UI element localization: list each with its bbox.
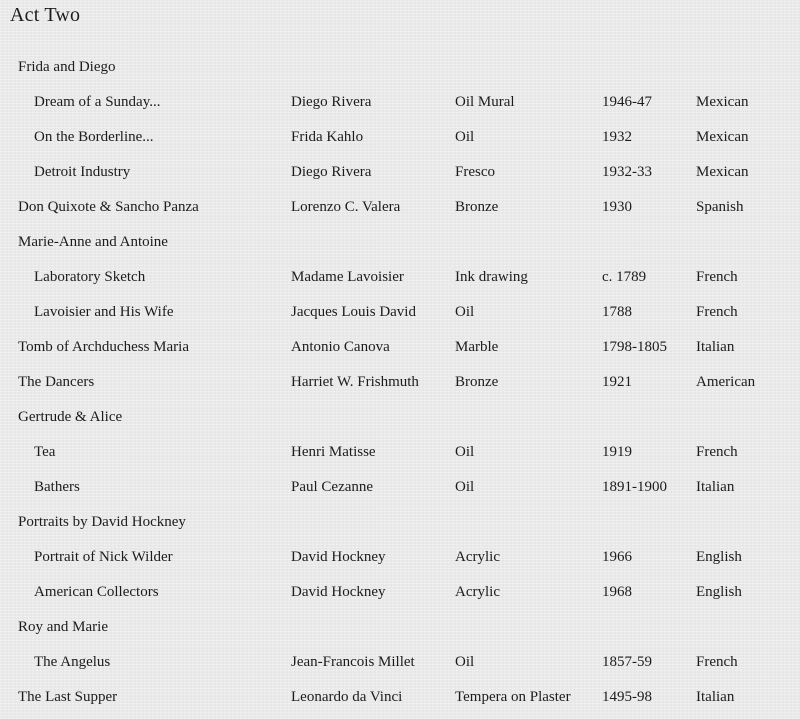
artwork-date: 1966	[602, 549, 632, 565]
artwork-date	[602, 225, 696, 260]
group-heading-row	[0, 225, 800, 260]
artwork-origin: Mexican	[696, 164, 749, 180]
artwork-date: 1968	[602, 584, 632, 600]
artwork-medium: Acrylic	[455, 584, 500, 600]
artwork-title: Tomb of Archduchess Maria	[18, 339, 189, 355]
artwork-row	[0, 85, 800, 120]
group-heading-row	[0, 610, 800, 645]
artwork-artist	[291, 50, 455, 85]
artwork-artist	[291, 400, 455, 435]
artwork-artist: Paul Cezanne	[291, 479, 374, 495]
artwork-origin: French	[696, 304, 738, 320]
artwork-artist: Henri Matisse	[291, 444, 376, 460]
artwork-artist: Antonio Canova	[291, 339, 390, 355]
artwork-artist: Madame Lavoisier	[291, 269, 404, 285]
artwork-medium: Tempera on Plaster	[455, 689, 571, 705]
artwork-row	[0, 295, 800, 330]
artwork-medium	[455, 400, 602, 435]
artwork-title: The Dancers	[18, 374, 95, 390]
artwork-medium: Oil	[455, 444, 475, 460]
artwork-origin: Mexican	[696, 94, 749, 110]
artwork-origin	[696, 225, 800, 260]
artwork-date: 1919	[602, 444, 632, 460]
artwork-date: c. 1789	[602, 269, 647, 285]
artwork-title: Don Quixote & Sancho Panza	[18, 199, 199, 215]
artwork-date: 1857-59	[602, 654, 652, 670]
artwork-title: Detroit Industry	[34, 164, 131, 180]
artworks-table-body	[0, 50, 800, 715]
artwork-row	[0, 540, 800, 575]
artwork-row	[0, 680, 800, 715]
artwork-date	[602, 50, 696, 85]
artwork-origin: Mexican	[696, 129, 749, 145]
artwork-title: Lavoisier and His Wife	[34, 304, 174, 320]
artwork-origin: Spanish	[696, 199, 744, 215]
artwork-title: The Angelus	[34, 654, 111, 670]
artwork-origin	[696, 400, 800, 435]
artwork-medium: Fresco	[455, 164, 495, 180]
artwork-title: Frida and Diego	[18, 59, 116, 75]
artwork-artist	[291, 610, 455, 645]
artwork-origin	[696, 505, 800, 540]
artwork-title: Portrait of Nick Wilder	[34, 549, 173, 565]
artwork-artist: Diego Rivera	[291, 164, 372, 180]
artwork-title: Dream of a Sunday...	[34, 94, 161, 110]
artwork-origin: English	[696, 549, 742, 565]
artwork-date	[602, 505, 696, 540]
page-title: Act Two	[10, 4, 81, 26]
group-heading-row	[0, 50, 800, 85]
artwork-medium: Bronze	[455, 374, 499, 390]
artwork-origin: French	[696, 654, 738, 670]
artwork-date: 1932-33	[602, 164, 652, 180]
artwork-origin: Italian	[696, 479, 735, 495]
artwork-title: Portraits by David Hockney	[18, 514, 186, 530]
artwork-origin: English	[696, 584, 742, 600]
artwork-row	[0, 330, 800, 365]
artwork-date: 1946-47	[602, 94, 652, 110]
artwork-medium: Bronze	[455, 199, 499, 215]
artwork-medium	[455, 225, 602, 260]
artwork-title: American Collectors	[34, 584, 159, 600]
artwork-row	[0, 120, 800, 155]
artwork-artist: David Hockney	[291, 584, 386, 600]
artworks-table	[0, 50, 800, 715]
artwork-date: 1932	[602, 129, 632, 145]
artwork-title: Gertrude & Alice	[18, 409, 123, 425]
artwork-medium: Oil	[455, 479, 475, 495]
artwork-row	[0, 260, 800, 295]
artwork-medium	[455, 50, 602, 85]
group-heading-row	[0, 505, 800, 540]
artwork-date: 1788	[602, 304, 632, 320]
artwork-row	[0, 190, 800, 225]
artwork-medium: Oil	[455, 304, 475, 320]
artwork-row	[0, 435, 800, 470]
artwork-title: The Last Supper	[18, 689, 118, 705]
artwork-origin: French	[696, 269, 738, 285]
artwork-row	[0, 645, 800, 680]
artwork-artist: Jean-Francois Millet	[291, 654, 415, 670]
artwork-artist: Lorenzo C. Valera	[291, 199, 401, 215]
artwork-title: Tea	[34, 444, 56, 460]
artwork-title: Marie-Anne and Antoine	[18, 234, 168, 250]
artwork-date: 1495-98	[602, 689, 652, 705]
artwork-medium: Acrylic	[455, 549, 500, 565]
artwork-origin: French	[696, 444, 738, 460]
artwork-medium: Oil	[455, 129, 475, 145]
artwork-medium	[455, 610, 602, 645]
group-heading-row	[0, 400, 800, 435]
artwork-origin	[696, 50, 800, 85]
artwork-date	[602, 400, 696, 435]
artwork-origin: American	[696, 374, 756, 390]
artwork-row	[0, 155, 800, 190]
artwork-artist: Frida Kahlo	[291, 129, 364, 145]
artwork-date: 1930	[602, 199, 632, 215]
artwork-medium	[455, 505, 602, 540]
artwork-artist: David Hockney	[291, 549, 386, 565]
artwork-medium: Oil Mural	[455, 94, 515, 110]
artwork-artist	[291, 225, 455, 260]
artwork-artist: Diego Rivera	[291, 94, 372, 110]
artwork-title: Bathers	[34, 479, 80, 495]
artwork-title: Laboratory Sketch	[34, 269, 146, 285]
artwork-medium: Oil	[455, 654, 475, 670]
artwork-medium: Marble	[455, 339, 499, 355]
artwork-date: 1798-1805	[602, 339, 667, 355]
artwork-date: 1891-1900	[602, 479, 667, 495]
artwork-row	[0, 365, 800, 400]
artwork-origin: Italian	[696, 339, 735, 355]
artwork-date: 1921	[602, 374, 632, 390]
artwork-row	[0, 575, 800, 610]
artwork-artist: Harriet W. Frishmuth	[291, 374, 419, 390]
artwork-title: Roy and Marie	[18, 619, 108, 635]
artwork-origin: Italian	[696, 689, 735, 705]
artwork-medium: Ink drawing	[455, 269, 528, 285]
artwork-row	[0, 470, 800, 505]
artwork-date	[602, 610, 696, 645]
artwork-origin	[696, 610, 800, 645]
artwork-artist	[291, 505, 455, 540]
artwork-artist: Leonardo da Vinci	[291, 689, 403, 705]
artwork-title: On the Borderline...	[34, 129, 154, 145]
artwork-artist: Jacques Louis David	[291, 304, 416, 320]
